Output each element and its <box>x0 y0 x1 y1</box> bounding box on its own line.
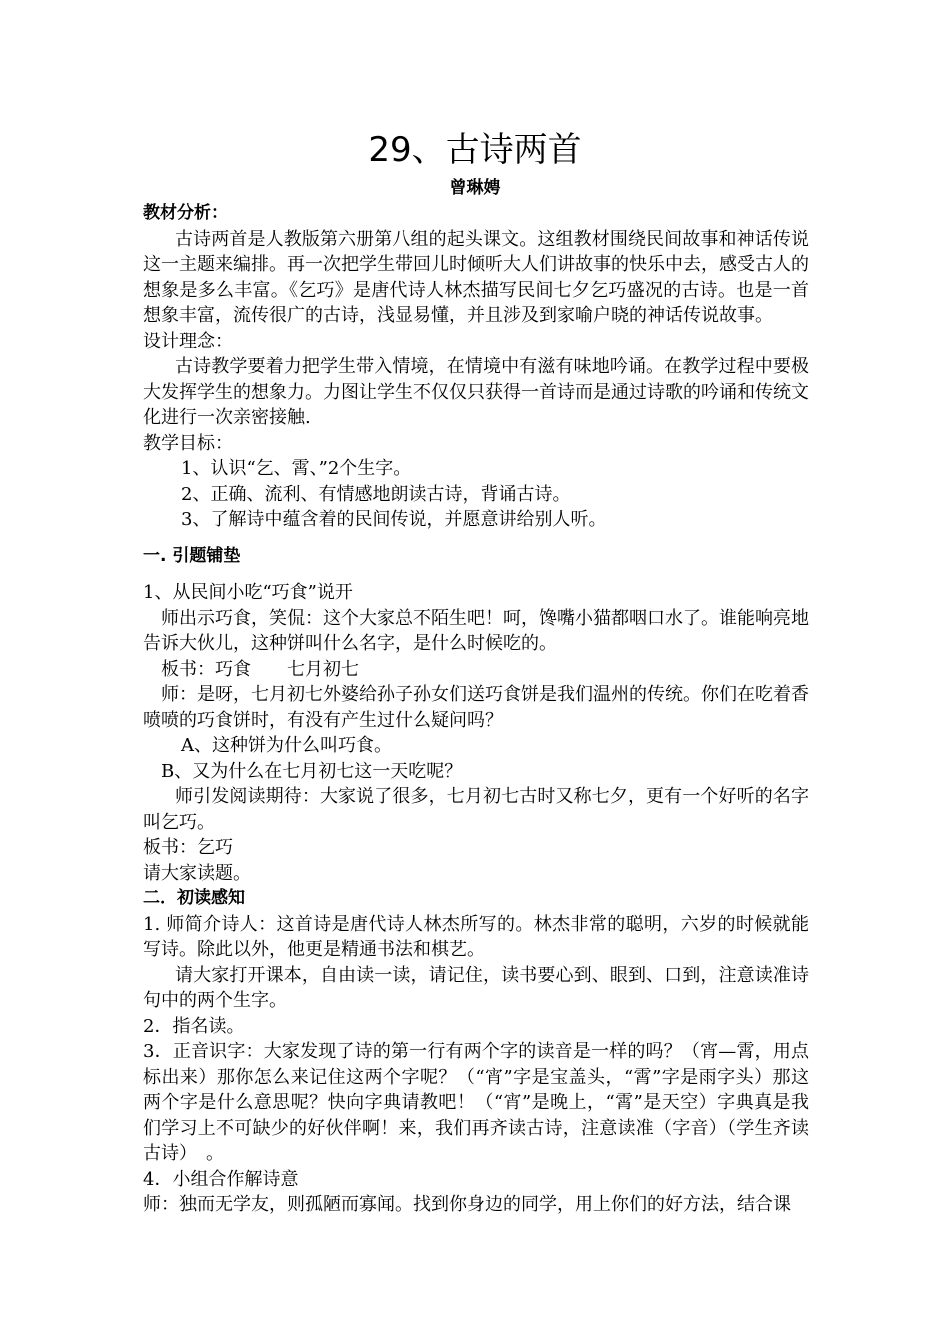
part2-paragraph: 2．指名读。 <box>143 1015 245 1037</box>
part2-paragraph: 请大家打开课本，自由读一读，请记住，读书要心到、眼到、口到，注意读准诗句中的两个生字。 <box>143 964 809 1011</box>
part2-paragraph: 1. 师简介诗人：这首诗是唐代诗人林杰所写的。林杰非常的聪明，六岁的时候就能写诗。除此以外，他更是精通书法和棋艺。 <box>143 913 809 960</box>
author-name: 曾琳娉 <box>449 178 501 198</box>
part1-paragraph: 请大家读题。 <box>143 862 251 884</box>
part2-heading: 二．初读感知 <box>143 888 245 908</box>
part2-paragraph: 3．正音识字：大家发现了诗的第一行有两个字的读音是一样的吗？（宵—霄，用点标出来）那你怎么来记住这两个字呢？（“宵”字是宝盖头，“霄”字是雨字头）那这两个字是什么意思呢？快向字典请教吧！（“宵”是晚上，“霄”是天空）字典真是我们学习上不可缺少的好伙伴啊！来，我们再齐读古诗，注意读准（字音）（学生齐读古诗） 。 <box>143 1041 809 1164</box>
goals-heading: 教学目标： <box>143 432 233 454</box>
concept-paragraph: 古诗教学要着力把学生带入情境，在情境中有滋有味地吟诵。在教学过程中要极大发挥学生的想象力。力图让学生不仅仅只获得一首诗而是通过诗歌的吟诵和传统文化进行一次亲密接触. <box>143 356 809 428</box>
analysis-heading: 教材分析： <box>143 203 228 223</box>
part1-paragraph: 师引发阅读期待：大家说了很多，七月初七古时又称七夕，更有一个好听的名字叫乞巧。 <box>143 786 809 833</box>
question-a: A、这种饼为什么叫巧食。 <box>181 735 392 756</box>
page-title: 29、古诗两首 <box>368 130 582 170</box>
part1-item: 1、从民间小吃“巧食”说开 <box>143 582 353 603</box>
part1-paragraph: 师：是呀，七月初七外婆给孙子孙女们送巧食饼是我们温州的传统。你们在吃着香喷喷的巧食饼时，有没有产生过什么疑问吗？ <box>143 684 809 731</box>
part2-paragraph: 师：独而无学友，则孤陋而寡闻。找到你身边的同学，用上你们的好方法，结合课 <box>143 1194 791 1215</box>
goal-item: 1、认识“乞、霄、”2个生字。 <box>181 458 412 479</box>
part2-paragraph: 4．小组合作解诗意 <box>143 1168 299 1190</box>
board-note: 板书：乞巧 <box>143 837 233 858</box>
goal-item: 2、正确、流利、有情感地朗读古诗，背诵古诗。 <box>181 483 571 505</box>
document-body <box>143 201 809 1218</box>
part1-paragraph: 师出示巧食，笑侃：这个大家总不陌生吧！呵，馋嘴小猫都咽口水了。谁能响亮地告诉大伙儿，这种饼叫什么名字，是什么时候吃的。 <box>143 607 809 654</box>
question-b: B、又为什么在七月初七这一天吃呢？ <box>161 760 463 782</box>
part1-heading: 一. 引题铺垫 <box>143 545 241 566</box>
concept-heading: 设计理念： <box>143 330 233 352</box>
board-note: 板书：巧食 七月初七 <box>161 658 359 680</box>
analysis-paragraph: 古诗两首是人教版第六册第八组的起头课文。这组教材围绕民间故事和神话传说这一主题来编排。再一次把学生带回儿时倾听大人们讲故事的快乐中去，感受古人的想象是多么丰富。《乞巧》是唐代诗人林杰描写民间七夕乞巧盛况的古诗。也是一首想象丰富，流传很广的古诗，浅显易懂，并且涉及到家喻户晓的神话传说故事。 <box>143 228 809 326</box>
goal-item: 3、了解诗中蕴含着的民间传说，并愿意讲给别人听。 <box>181 509 607 530</box>
